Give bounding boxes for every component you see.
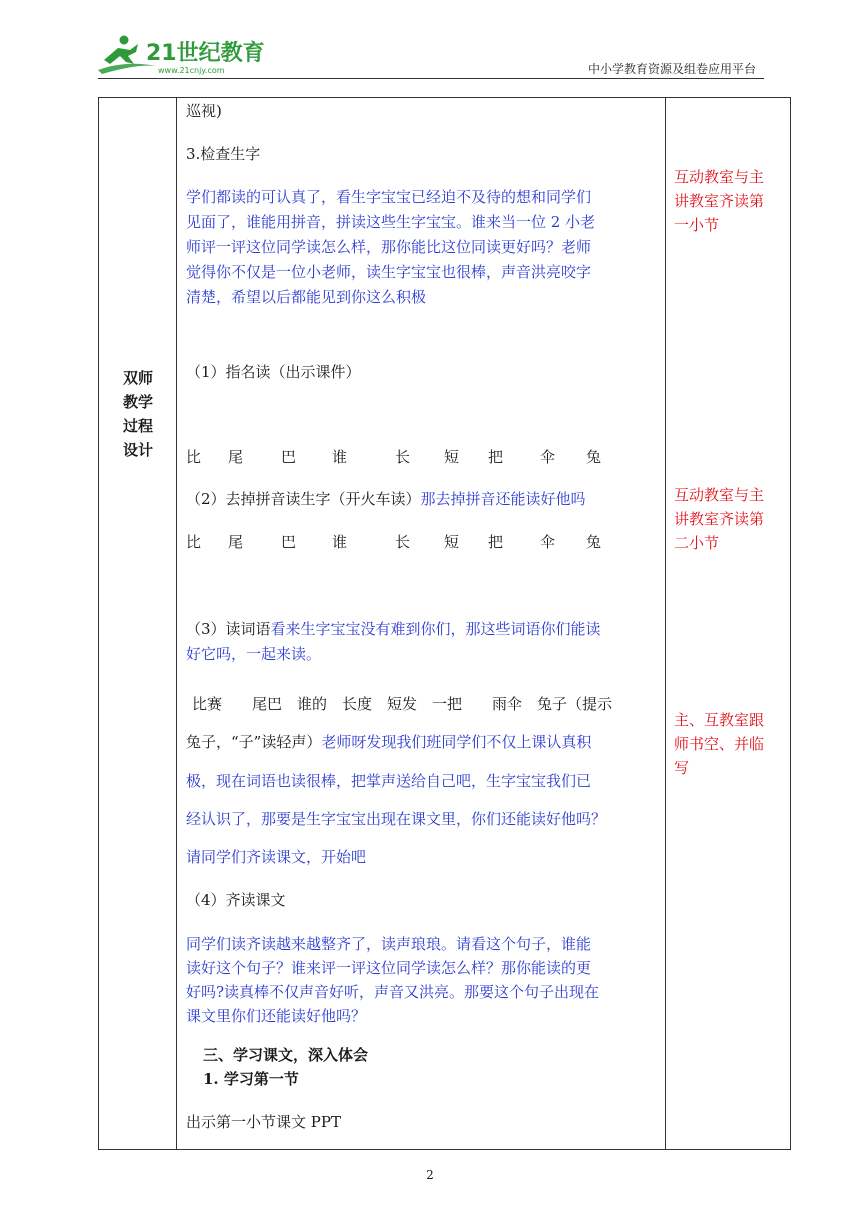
note-line: 师书空、并临 — [674, 735, 765, 753]
character-item: 伞 — [540, 448, 556, 466]
note-line: 主、互教室跟 — [674, 711, 765, 729]
teacher-script-line: 师评一评这位同学读怎么样，那你能比这位同读更好吗？老师 — [186, 238, 592, 256]
character-item: 兔 — [586, 448, 602, 466]
step-read-text: （4）齐读课文 — [186, 891, 286, 909]
logo-text: 21世纪教育 — [146, 41, 265, 66]
teacher-script-line: 请同学们齐读课文，开始吧 — [186, 848, 367, 866]
teacher-script-line: 极，现在词语也读很棒，把掌声送给自己吧，生字宝宝我们已 — [186, 772, 592, 790]
character-item: 巴 — [281, 533, 297, 551]
character-item: 短 — [444, 533, 460, 551]
step-check-characters: 3.检查生字 — [186, 145, 261, 163]
character-item: 把 — [488, 448, 504, 466]
logo-url: www.21cnjy.com — [158, 66, 225, 75]
teacher-script-line: 同学们读齐读越来越整齐了，读声琅琅。请看这个句子，谁能 — [186, 935, 592, 953]
character-item: 巴 — [281, 448, 297, 466]
teacher-script-line: 课文里你们还能读好他吗？ — [186, 1007, 367, 1025]
teacher-script-line: 清楚，希望以后都能见到你这么积极 — [186, 288, 427, 306]
step-label: （3）读词语 — [186, 620, 271, 638]
column-divider-left — [176, 97, 177, 1150]
character-item: 长 — [395, 448, 411, 466]
character-item: 比 — [186, 533, 202, 551]
character-item: 尾 — [228, 533, 244, 551]
step-named-reading: （1）指名读（出示课件） — [186, 363, 361, 381]
note-line: 讲教室齐读第 — [674, 192, 765, 210]
character-item: 长 — [395, 533, 411, 551]
step-show-ppt: 出示第一小节课文 PPT — [186, 1113, 341, 1131]
note-line: 讲教室齐读第 — [674, 510, 765, 528]
character-item: 谁 — [332, 448, 348, 466]
character-item: 尾 — [228, 448, 244, 466]
teacher-script-line: 经认识了，那要是生字宝宝出现在课文里，你们还能读好他吗？ — [186, 810, 607, 828]
teacher-script: 那去掉拼音还能读好他吗 — [420, 490, 586, 508]
teacher-script-line: 好吗?读真棒不仅声音好听，声音又洪亮。那要这个句子出现在 — [186, 983, 600, 1001]
character-item: 谁 — [332, 533, 348, 551]
section-heading: 三、学习课文，深入体会 — [203, 1046, 369, 1064]
step-read-words — [186, 617, 601, 641]
character-item: 伞 — [540, 533, 556, 551]
teacher-script-line: 觉得你不仅是一位小老师，读生字宝宝也很棒，声音洪亮咬字 — [186, 263, 592, 281]
character-item: 兔 — [586, 533, 602, 551]
note-line: 互动教室与主 — [674, 168, 765, 186]
character-item: 比 — [186, 448, 202, 466]
word-list: 比赛 尾巴 谁的 长度 短发 一把 雨伞 兔子（提示 — [192, 695, 613, 713]
header-divider — [98, 78, 764, 79]
note-line: 互动教室与主 — [674, 486, 765, 504]
teacher-script-line: 读好这个句子？谁来评一评这位同学读怎么样？那你能读的更 — [186, 959, 592, 977]
teacher-script: 老师呀发现我们班同学们不仅上课认真积 — [321, 733, 592, 751]
page-header — [0, 0, 860, 90]
line-patrol: 巡视) — [186, 102, 222, 120]
platform-name: 中小学教育资源及组卷应用平台 — [587, 62, 756, 76]
pronunciation-hint: 兔子，“子”读轻声） — [186, 733, 322, 751]
step-label: （2）去掉拼音读生字（开火车读） — [186, 490, 421, 508]
teacher-script-line: 学们都读的可认真了，看生字宝宝已经迫不及待的想和同学们 — [186, 188, 592, 206]
note-line: 写 — [674, 759, 690, 777]
step-remove-pinyin — [186, 487, 586, 511]
note-line: 二小节 — [674, 534, 720, 552]
teacher-script: 看来生字宝宝没有难到你们，那这些词语你们能读 — [270, 620, 601, 638]
subsection-heading: 1. 学习第一节 — [203, 1070, 299, 1088]
word-list-continued — [186, 730, 591, 754]
note-line: 一小节 — [674, 216, 720, 234]
teacher-script-line: 好它吗，一起来读。 — [186, 645, 322, 663]
page-number: 2 — [426, 1168, 434, 1182]
logo — [96, 30, 266, 78]
character-item: 短 — [444, 448, 460, 466]
character-item: 把 — [488, 533, 504, 551]
teacher-script-line: 见面了，谁能用拼音，拼读这些生字宝宝。谁来当一位 2 小老 — [186, 213, 596, 231]
section-title: 双师 教学 过程 设计 — [122, 369, 153, 459]
column-divider-right — [665, 97, 666, 1150]
